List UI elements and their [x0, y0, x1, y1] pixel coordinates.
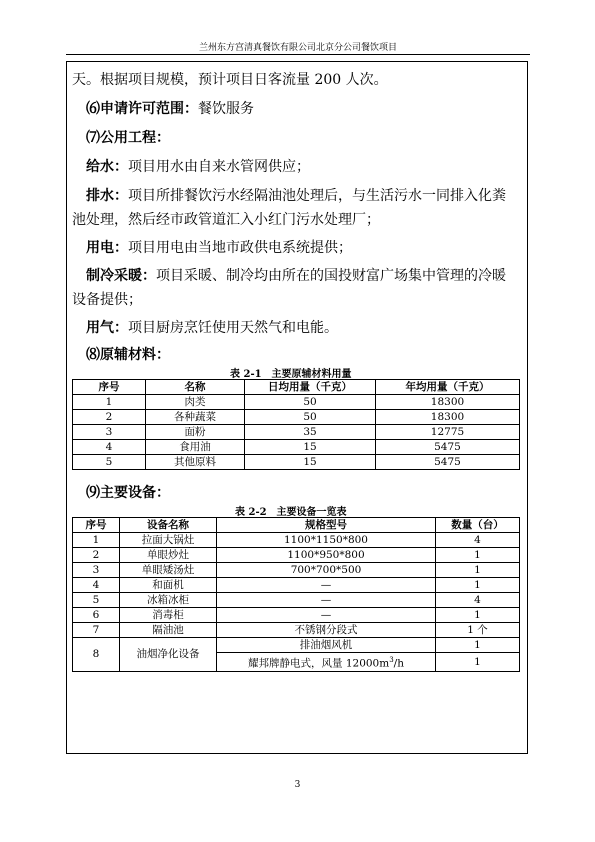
power-line — [86, 238, 352, 258]
table-cell: 8 — [73, 638, 120, 672]
table-cell: 50 — [245, 410, 376, 425]
table-cell: 油烟净化设备 — [120, 638, 217, 672]
table-row — [73, 578, 520, 593]
table-row — [73, 425, 520, 440]
table-cell: 冰箱冰柜 — [120, 593, 217, 608]
table-cell: 5475 — [376, 455, 520, 470]
gas-text: 项目厨房烹饪使用天然气和电能。 — [128, 320, 338, 336]
table-cell: 食用油 — [146, 440, 245, 455]
table-cell: 5475 — [376, 440, 520, 455]
paragraph-line: 天。根据项目规模，预计项目日客流量 200 人次。 — [72, 72, 388, 88]
table-cell: 隔油池 — [120, 623, 217, 638]
table-cell: 1 个 — [436, 623, 520, 638]
materials-heading: ⑻原辅材料： — [86, 347, 170, 363]
airflow-superscript: 3 — [389, 656, 394, 664]
table-cell: 4 — [436, 593, 520, 608]
airflow-unit: /h — [393, 657, 404, 670]
table-cell: 6 — [73, 608, 120, 623]
table-cell: — — [217, 593, 436, 608]
drain-line — [86, 186, 506, 206]
table-header-cell: 设备名称 — [120, 518, 217, 533]
table2-caption: 表 2-2 主要设备一览表 — [235, 507, 347, 518]
table-header-cell: 序号 — [73, 518, 120, 533]
table-cell: 12775 — [376, 425, 520, 440]
materials-table — [72, 379, 520, 470]
power-label: 用电： — [86, 240, 128, 256]
table-cell: — — [217, 608, 436, 623]
table-cell: 5 — [73, 593, 120, 608]
drain-text: 项目所排餐饮污水经隔油池处理后，与生活污水一同排入化粪 — [128, 188, 506, 204]
table-header-cell: 规格型号 — [217, 518, 436, 533]
hvac-line-cont: 设备提供； — [72, 292, 142, 308]
header-rule — [66, 54, 530, 55]
equipment-heading: ⑼主要设备： — [86, 485, 170, 501]
table-header-cell: 数量（台） — [436, 518, 520, 533]
table-header-row — [73, 518, 520, 533]
table-cell: 50 — [245, 395, 376, 410]
table-cell: 3 — [73, 563, 120, 578]
table-row — [73, 608, 520, 623]
table-cell: 2 — [73, 548, 120, 563]
table-cell: 7 — [73, 623, 120, 638]
table-header-cell: 名称 — [146, 380, 245, 395]
table-cell — [217, 653, 436, 672]
table-cell: 1 — [73, 533, 120, 548]
table-cell: 肉类 — [146, 395, 245, 410]
table-cell: 4 — [436, 533, 520, 548]
table-row — [73, 623, 520, 638]
table-cell: 各种蔬菜 — [146, 410, 245, 425]
table-cell: 1 — [436, 578, 520, 593]
table-cell: 1100*1150*800 — [217, 533, 436, 548]
page-number: 3 — [294, 780, 301, 790]
table-row — [73, 455, 520, 470]
water-line — [86, 157, 310, 177]
airflow-spec: 耀邦牌静电式，风量 12000m — [248, 657, 390, 670]
table-cell: 单眼矮汤灶 — [120, 563, 217, 578]
scope-line — [86, 99, 254, 119]
table1-caption: 表 2-1 主要原辅材料用量 — [230, 369, 352, 380]
table-cell: 2 — [73, 410, 146, 425]
table-row — [73, 548, 520, 563]
gas-label: 用气： — [86, 320, 128, 336]
gas-line — [86, 318, 338, 338]
table-cell: 和面机 — [120, 578, 217, 593]
water-text: 项目用水由自来水管网供应； — [128, 159, 310, 175]
table-cell: 1 — [436, 653, 520, 672]
table-cell: 消毒柜 — [120, 608, 217, 623]
table-row — [73, 593, 520, 608]
table-cell: 4 — [73, 578, 120, 593]
drain-label: 排水： — [86, 188, 128, 204]
table-row — [73, 410, 520, 425]
table-cell: — — [217, 578, 436, 593]
table-cell: 面粉 — [146, 425, 245, 440]
table-cell: 4 — [73, 440, 146, 455]
table-cell: 18300 — [376, 410, 520, 425]
table-cell: 15 — [245, 440, 376, 455]
table-cell: 其他原料 — [146, 455, 245, 470]
hvac-label: 制冷采暖： — [86, 268, 156, 284]
table-row — [73, 638, 520, 653]
table-cell: 拉面大锅灶 — [120, 533, 217, 548]
table-cell: 1 — [436, 608, 520, 623]
water-label: 给水： — [86, 159, 128, 175]
table-cell: 18300 — [376, 395, 520, 410]
hvac-line — [86, 266, 506, 286]
table-cell: 1 — [436, 548, 520, 563]
table-cell: 700*700*500 — [217, 563, 436, 578]
utilities-heading: ⑺公用工程： — [86, 130, 170, 146]
table-cell: 单眼炒灶 — [120, 548, 217, 563]
table-cell: 1 — [436, 563, 520, 578]
table-cell: 35 — [245, 425, 376, 440]
table-row — [73, 563, 520, 578]
scope-value: 餐饮服务 — [198, 101, 254, 117]
drain-line-cont: 池处理，然后经市政管道汇入小红门污水处理厂； — [72, 212, 380, 228]
table-cell: 不锈钢分段式 — [217, 623, 436, 638]
table-row — [73, 440, 520, 455]
table-header-cell: 序号 — [73, 380, 146, 395]
table-row — [73, 533, 520, 548]
table-cell: 5 — [73, 455, 146, 470]
hvac-text: 项目采暖、制冷均由所在的国投财富广场集中管理的冷暖 — [156, 268, 506, 284]
table-cell: 1 — [436, 638, 520, 653]
table-header-cell: 年均用量（千克） — [376, 380, 520, 395]
table-cell: 1100*950*800 — [217, 548, 436, 563]
scope-label: ⑹申请许可范围： — [86, 101, 198, 117]
table-cell: 3 — [73, 425, 146, 440]
table-row — [73, 395, 520, 410]
table-cell: 排油烟风机 — [217, 638, 436, 653]
power-text: 项目用电由当地市政供电系统提供； — [128, 240, 352, 256]
table-cell: 1 — [73, 395, 146, 410]
table-cell: 15 — [245, 455, 376, 470]
table-header-cell: 日均用量（千克） — [245, 380, 376, 395]
page-header: 兰州东方宫清真餐饮有限公司北京分公司餐饮项目 — [198, 43, 397, 53]
table-header-row — [73, 380, 520, 395]
equipment-table — [72, 517, 520, 672]
